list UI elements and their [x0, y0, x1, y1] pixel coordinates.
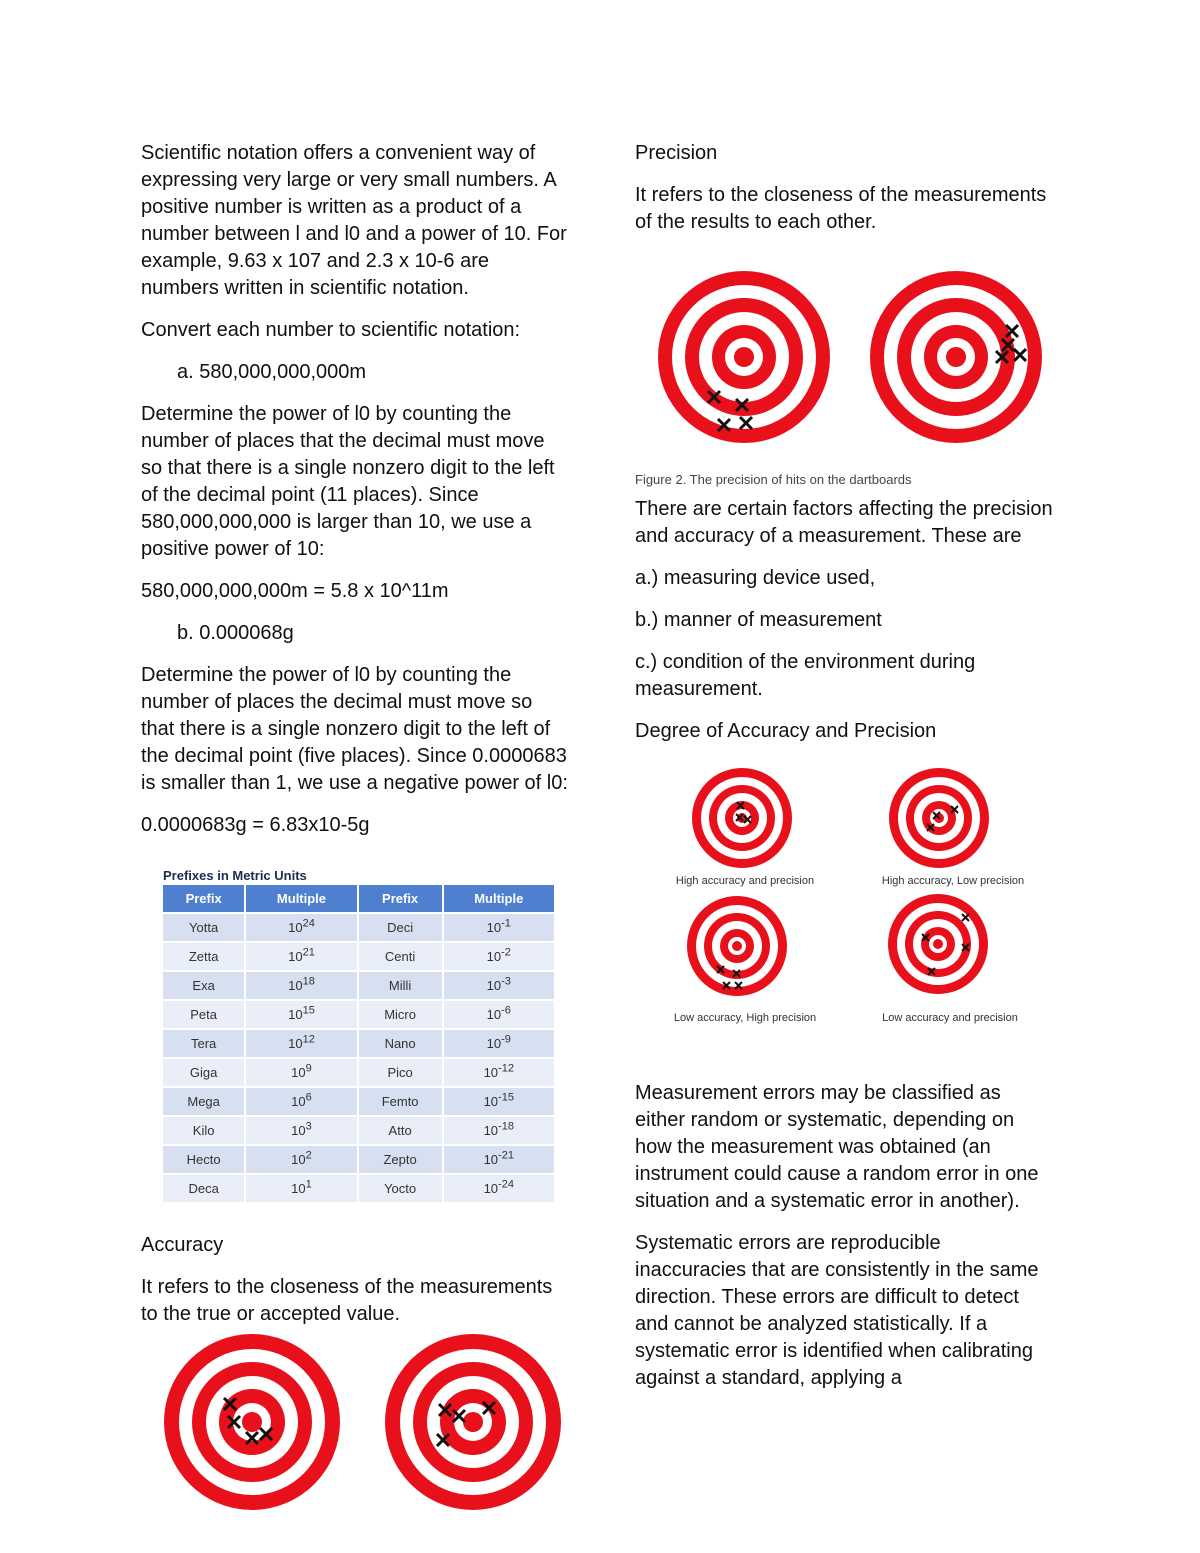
- degree-figure: [635, 760, 1055, 1080]
- cell-text: 10: [483, 1152, 499, 1167]
- exponent: 2: [305, 1149, 312, 1162]
- caption-low-acc-high-prec: Low accuracy, High precision: [673, 1012, 817, 1024]
- prefix-table-figure: [163, 869, 571, 1204]
- caption-low-acc-low-prec: Low accuracy and precision: [882, 1012, 1018, 1024]
- table-header: Multiple: [246, 885, 356, 912]
- result-b: 0.0000683g = 6.83x10-5g: [141, 814, 370, 836]
- cell-text: 10: [486, 920, 502, 935]
- exponent: -3: [501, 975, 511, 988]
- exponent: -18: [498, 1120, 514, 1133]
- exponent: -1: [501, 917, 511, 930]
- prefix-table: [161, 883, 556, 1204]
- target-high-acc-high-prec: [692, 768, 792, 868]
- table-header: Prefix: [163, 885, 244, 912]
- multiple-cell: [246, 1146, 356, 1173]
- left-column: [141, 140, 571, 1343]
- cell-text: 10: [288, 920, 303, 935]
- multiple-cell: [444, 1117, 554, 1144]
- cell-text: Tera: [190, 1036, 217, 1051]
- cell-text: 10: [486, 949, 502, 964]
- table-row: [163, 1030, 554, 1057]
- multiple-cell: [246, 1175, 356, 1202]
- cell-text: Yocto: [384, 1181, 417, 1196]
- table-row: [163, 1146, 554, 1173]
- target-accurate-1: [164, 1334, 340, 1510]
- prefix-cell: [359, 1175, 442, 1202]
- cell-text: Milli: [388, 978, 412, 993]
- exponent: -2: [501, 946, 511, 959]
- accuracy-heading: Accuracy: [141, 1234, 224, 1256]
- cell-text: Yotta: [189, 920, 219, 935]
- multiple-cell: [444, 1030, 554, 1057]
- exponent: 21: [302, 946, 315, 959]
- prefix-cell: [359, 1088, 442, 1115]
- list-item-a: a. 580,000,000,000m: [177, 361, 367, 383]
- exponent: 12: [302, 1033, 315, 1046]
- target-high-acc-low-prec: [889, 768, 989, 868]
- exponent: 24: [302, 917, 315, 930]
- target-low-acc-low-prec: [888, 894, 988, 994]
- exponent: -6: [501, 1004, 511, 1017]
- exponent: 18: [302, 975, 315, 988]
- prefix-cell: [163, 943, 244, 970]
- caption-high-acc-low-prec: High accuracy, Low precision: [881, 875, 1025, 887]
- exponent: 1: [305, 1178, 312, 1191]
- prefix-cell: [359, 1117, 442, 1144]
- factor-c: c.) condition of the environment during measurement.: [635, 651, 976, 700]
- cell-text: Giga: [189, 1065, 218, 1080]
- cell-text: 10: [483, 1094, 499, 1109]
- multiple-cell: [246, 943, 356, 970]
- factors-intro: There are certain factors affecting the precision and accuracy of a measurement. These are: [635, 498, 1053, 547]
- cell-text: 10: [288, 949, 303, 964]
- cell-text: 10: [288, 1036, 303, 1051]
- cell-text: Exa: [192, 978, 215, 993]
- explanation-b: Determine the power of l0 by counting the number of places the decimal must move so that there is a single nonzero digit to the left of the decimal point (five places). Since 0.0000683 is smaller than 1, we use a negative power of l0:: [141, 664, 568, 794]
- result-a: 580,000,000,000m = 5.8 x 10^11m: [141, 580, 449, 602]
- table-row: [163, 1117, 554, 1144]
- table-header: Multiple: [444, 885, 554, 912]
- cell-text: 10: [291, 1123, 306, 1138]
- table-row: [163, 1059, 554, 1086]
- cell-text: 10: [486, 978, 502, 993]
- multiple-cell: [444, 1146, 554, 1173]
- exponent: -24: [498, 1178, 514, 1191]
- prefix-cell: [359, 1059, 442, 1086]
- table-row: [163, 1001, 554, 1028]
- precision-definition: It refers to the closeness of the measurements of the results to each other.: [635, 184, 1047, 233]
- cell-text: 10: [483, 1181, 499, 1196]
- list-item-b: b. 0.000068g: [177, 622, 294, 644]
- multiple-cell: [246, 914, 356, 941]
- intro-paragraph: Scientific notation offers a convenient way of expressing very large or very small numbers. A positive number is written as a product of a number between l and l0 and a power of 10. For example, 9.63 x 107 and 2.3 x 10-6 are numbers written in scientific notation.: [141, 142, 567, 299]
- prefix-cell: [163, 1146, 244, 1173]
- prefix-cell: [359, 972, 442, 999]
- exponent: 9: [305, 1062, 312, 1075]
- multiple-cell: [444, 1001, 554, 1028]
- table-header: Prefix: [359, 885, 442, 912]
- cell-text: 10: [288, 1007, 303, 1022]
- prefix-cell: [163, 1001, 244, 1028]
- prefix-cell: [359, 943, 442, 970]
- cell-text: Peta: [190, 1007, 217, 1022]
- table-caption: Prefixes in Metric Units: [163, 868, 307, 883]
- right-column: [635, 140, 1055, 1407]
- cell-text: Deci: [387, 920, 414, 935]
- prefix-cell: [163, 972, 244, 999]
- target-precise-1: [658, 271, 830, 443]
- cell-text: 10: [291, 1181, 306, 1196]
- degree-heading: Degree of Accuracy and Precision: [635, 720, 937, 742]
- exponent: -15: [498, 1091, 514, 1104]
- precision-heading: Precision: [635, 142, 718, 164]
- prefix-cell: [163, 1059, 244, 1086]
- systematic-paragraph: Systematic errors are reproducible inaccuracies that are consistently in the same direction. These errors are difficult to detect and cannot be analyzed statistically. If a systematic error is identified when calibrating against a standard, applying a: [635, 1232, 1039, 1389]
- multiple-cell: [246, 1059, 356, 1086]
- cell-text: 10: [291, 1065, 306, 1080]
- table-row: [163, 1175, 554, 1202]
- target-accurate-2: [385, 1334, 561, 1510]
- accuracy-targets-image: [160, 1332, 565, 1514]
- cell-text: Zepto: [383, 1152, 417, 1167]
- multiple-cell: [444, 914, 554, 941]
- multiple-cell: [246, 972, 356, 999]
- exponent: 15: [302, 1004, 315, 1017]
- table-row: [163, 972, 554, 999]
- exponent: 6: [305, 1091, 312, 1104]
- prefix-cell: [163, 1088, 244, 1115]
- prefix-cell: [359, 1030, 442, 1057]
- cell-text: Pico: [387, 1065, 413, 1080]
- table-row: [163, 943, 554, 970]
- exponent: -9: [501, 1033, 511, 1046]
- cell-text: Mega: [187, 1094, 220, 1109]
- errors-paragraph: Measurement errors may be classified as either random or systematic, depending on how the measurement was obtained (an instrument could cause a random error in one situation and a systematic error in another).: [635, 1082, 1039, 1212]
- exponent: 3: [305, 1120, 312, 1133]
- multiple-cell: [246, 1001, 356, 1028]
- cell-text: Hecto: [186, 1152, 221, 1167]
- accuracy-definition: It refers to the closeness of the measurements to the true or accepted value.: [141, 1276, 553, 1325]
- precision-figure: [635, 251, 1055, 496]
- cell-text: Femto: [381, 1094, 419, 1109]
- convert-prompt: Convert each number to scientific notation:: [141, 319, 521, 341]
- multiple-cell: [246, 1117, 356, 1144]
- factor-a: a.) measuring device used,: [635, 567, 876, 589]
- explanation-a: Determine the power of l0 by counting the number of places that the decimal must move so that there is a single nonzero digit to the left of the decimal point (11 places). Since 580,000,000,000 is larger than 10, we use a positive power of 10:: [141, 403, 555, 560]
- cell-text: 10: [288, 978, 303, 993]
- cell-text: Atto: [388, 1123, 412, 1138]
- multiple-cell: [444, 943, 554, 970]
- target-precise-2: [870, 271, 1042, 443]
- multiple-cell: [246, 1088, 356, 1115]
- cell-text: 10: [486, 1007, 502, 1022]
- caption-high-acc-high-prec: High accuracy and precision: [675, 875, 815, 887]
- cell-text: 10: [291, 1094, 306, 1109]
- cell-text: Kilo: [192, 1123, 215, 1138]
- cell-text: Zetta: [188, 949, 219, 964]
- multiple-cell: [444, 972, 554, 999]
- factor-b: b.) manner of measurement: [635, 609, 882, 631]
- multiple-cell: [444, 1175, 554, 1202]
- exponent: -21: [498, 1149, 514, 1162]
- cell-text: 10: [483, 1123, 499, 1138]
- table-row: [163, 914, 554, 941]
- prefix-cell: [163, 1117, 244, 1144]
- multiple-cell: [444, 1059, 554, 1086]
- table-row: [163, 1088, 554, 1115]
- cell-text: Micro: [384, 1007, 416, 1022]
- prefix-cell: [163, 914, 244, 941]
- precision-targets-image: [655, 271, 1045, 446]
- cell-text: 10: [291, 1152, 306, 1167]
- multiple-cell: [246, 1030, 356, 1057]
- prefix-cell: [163, 1175, 244, 1202]
- exponent: -12: [498, 1062, 514, 1075]
- cell-text: Centi: [384, 949, 416, 964]
- figure-caption: Figure 2. The precision of hits on the dartboards: [635, 472, 912, 487]
- prefix-cell: [359, 1146, 442, 1173]
- cell-text: Deca: [188, 1181, 219, 1196]
- cell-text: Nano: [384, 1036, 416, 1051]
- multiple-cell: [444, 1088, 554, 1115]
- prefix-cell: [163, 1030, 244, 1057]
- cell-text: 10: [486, 1036, 502, 1051]
- prefix-cell: [359, 1001, 442, 1028]
- cell-text: 10: [483, 1065, 499, 1080]
- prefix-cell: [359, 914, 442, 941]
- target-low-acc-high-prec: [687, 896, 787, 996]
